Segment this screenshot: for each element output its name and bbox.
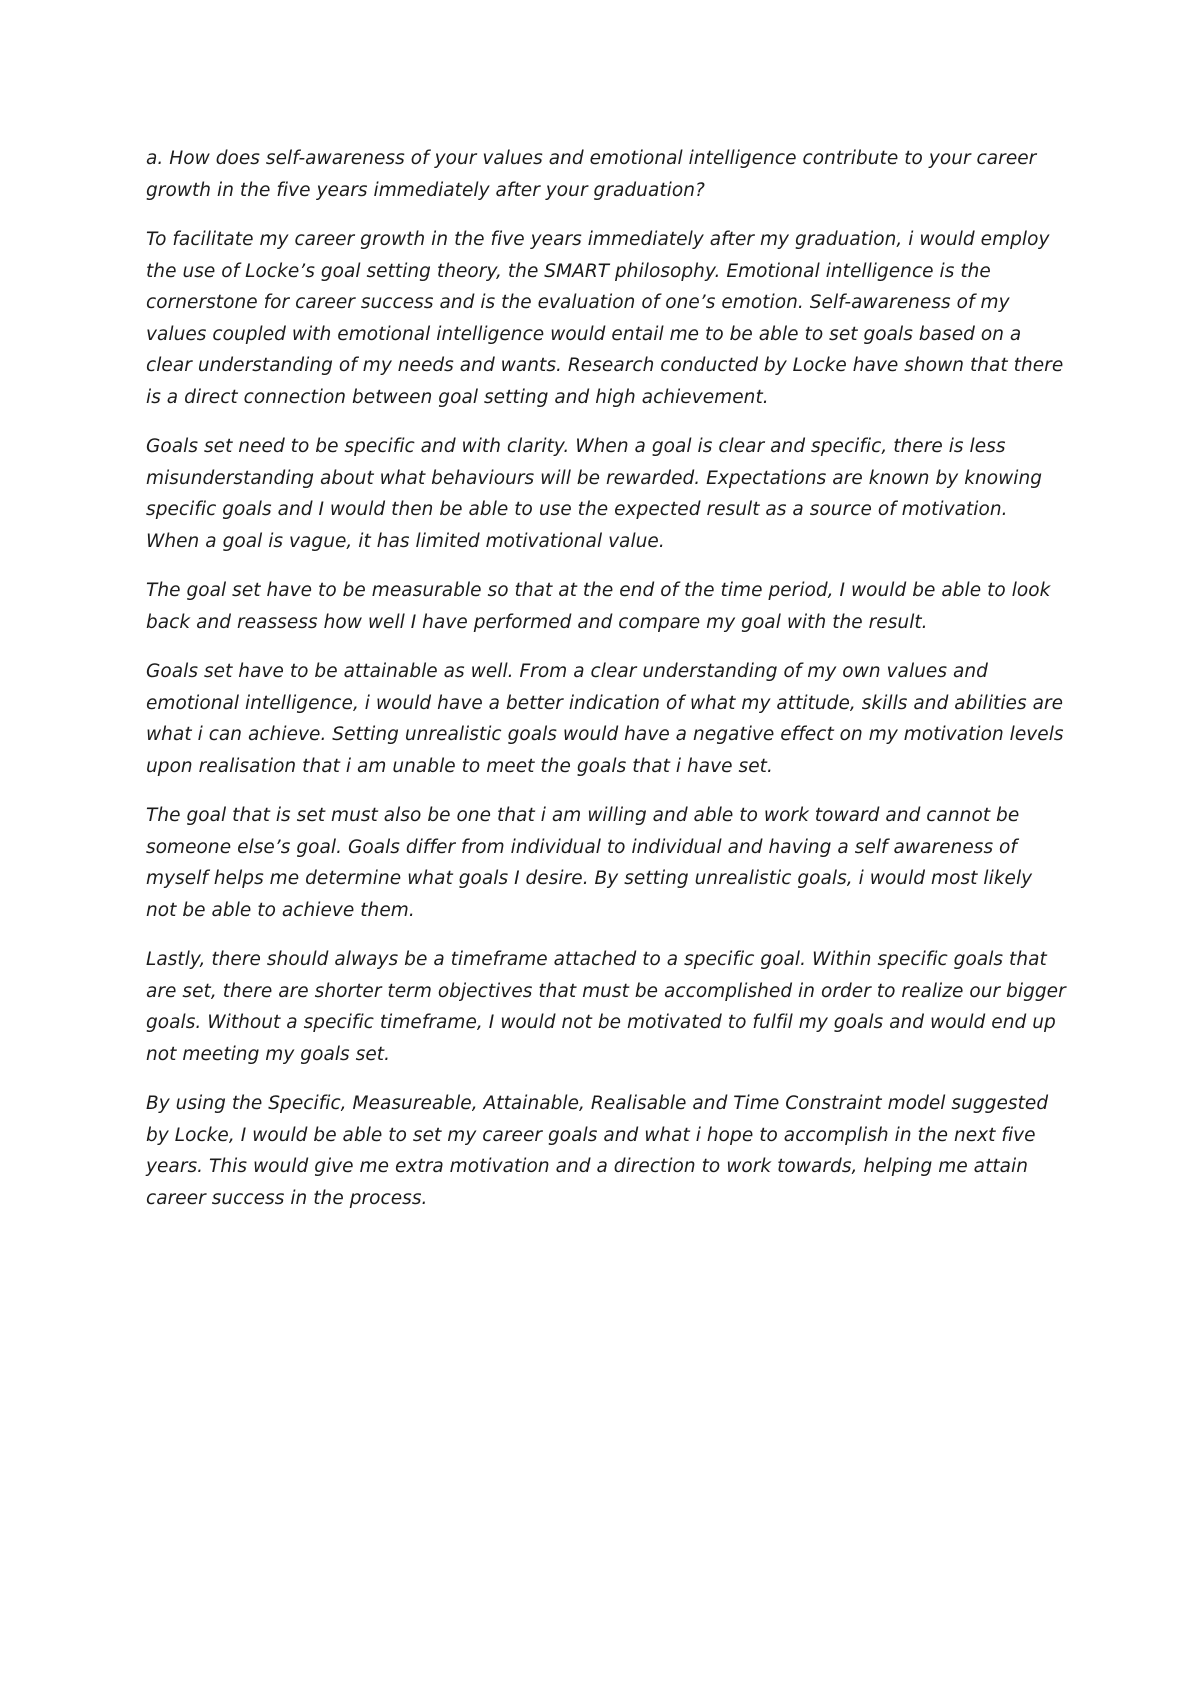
document-body bbox=[146, 143, 1066, 1232]
conclusion-paragraph: By using the Specific, Measureable, Attainable, Realisable and Time Constraint model suggested by Locke, I would be able to set my career goals and what i hope to accomplish in the next five years. This would give me extra motivation and a direction to work towards, helping me attain career success in the process. bbox=[146, 1093, 1049, 1209]
attainable-goals-paragraph: Goals set have to be attainable as well. From a clear understanding of my own values and emotional intelligence, i would have a better indication of what my attitude, skills and abilities are what i can achieve. Setting unrealistic goals would have a negative effect on my motivation levels upon realisation that i am unable to meet the goals that i have set. bbox=[146, 661, 1064, 777]
timeframe-goals-paragraph: Lastly, there should always be a timeframe attached to a specific goal. Within specific goals that are set, there are shorter term objectives that must be accomplished in order to realize our bigger goals. Without a specific timeframe, I would not be motivated to fulfil my goals and would end up not meeting my goals set. bbox=[146, 949, 1066, 1065]
question-paragraph: a. How does self-awareness of your values and emotional intelligence contribute to your career growth in the five years immediately after your graduation? bbox=[146, 148, 1037, 201]
measurable-goals-paragraph: The goal set have to be measurable so that at the end of the time period, I would be able to look back and reassess how well I have performed and compare my goal with the result. bbox=[146, 580, 1051, 633]
specific-goals-paragraph: Goals set need to be specific and with clarity. When a goal is clear and specific, there is less misunderstanding about what behaviours will be rewarded. Expectations are known by knowing specific goals and I would then be able to use the expected result as a source of motivation. When a goal is vague, it has limited motivational value. bbox=[146, 436, 1043, 552]
intro-paragraph: To facilitate my career growth in the five years immediately after my graduation, i would employ the use of Locke’s goal setting theory, the SMART philosophy. Emotional intelligence is the cornerstone for career success and is the evaluation of one’s emotion. Self-awareness of my values coupled with emotional intelligence would entail me to be able to set goals based on a clear understanding of my needs and wants. Research conducted by Locke have shown that there is a direct connection between goal setting and high achievement. bbox=[146, 229, 1064, 408]
realisable-goals-paragraph: The goal that is set must also be one that i am willing and able to work toward and cannot be someone else’s goal. Goals differ from individual to individual and having a self awareness of myself helps me determine what goals I desire. By setting unrealistic goals, i would most likely not be able to achieve them. bbox=[146, 805, 1033, 921]
